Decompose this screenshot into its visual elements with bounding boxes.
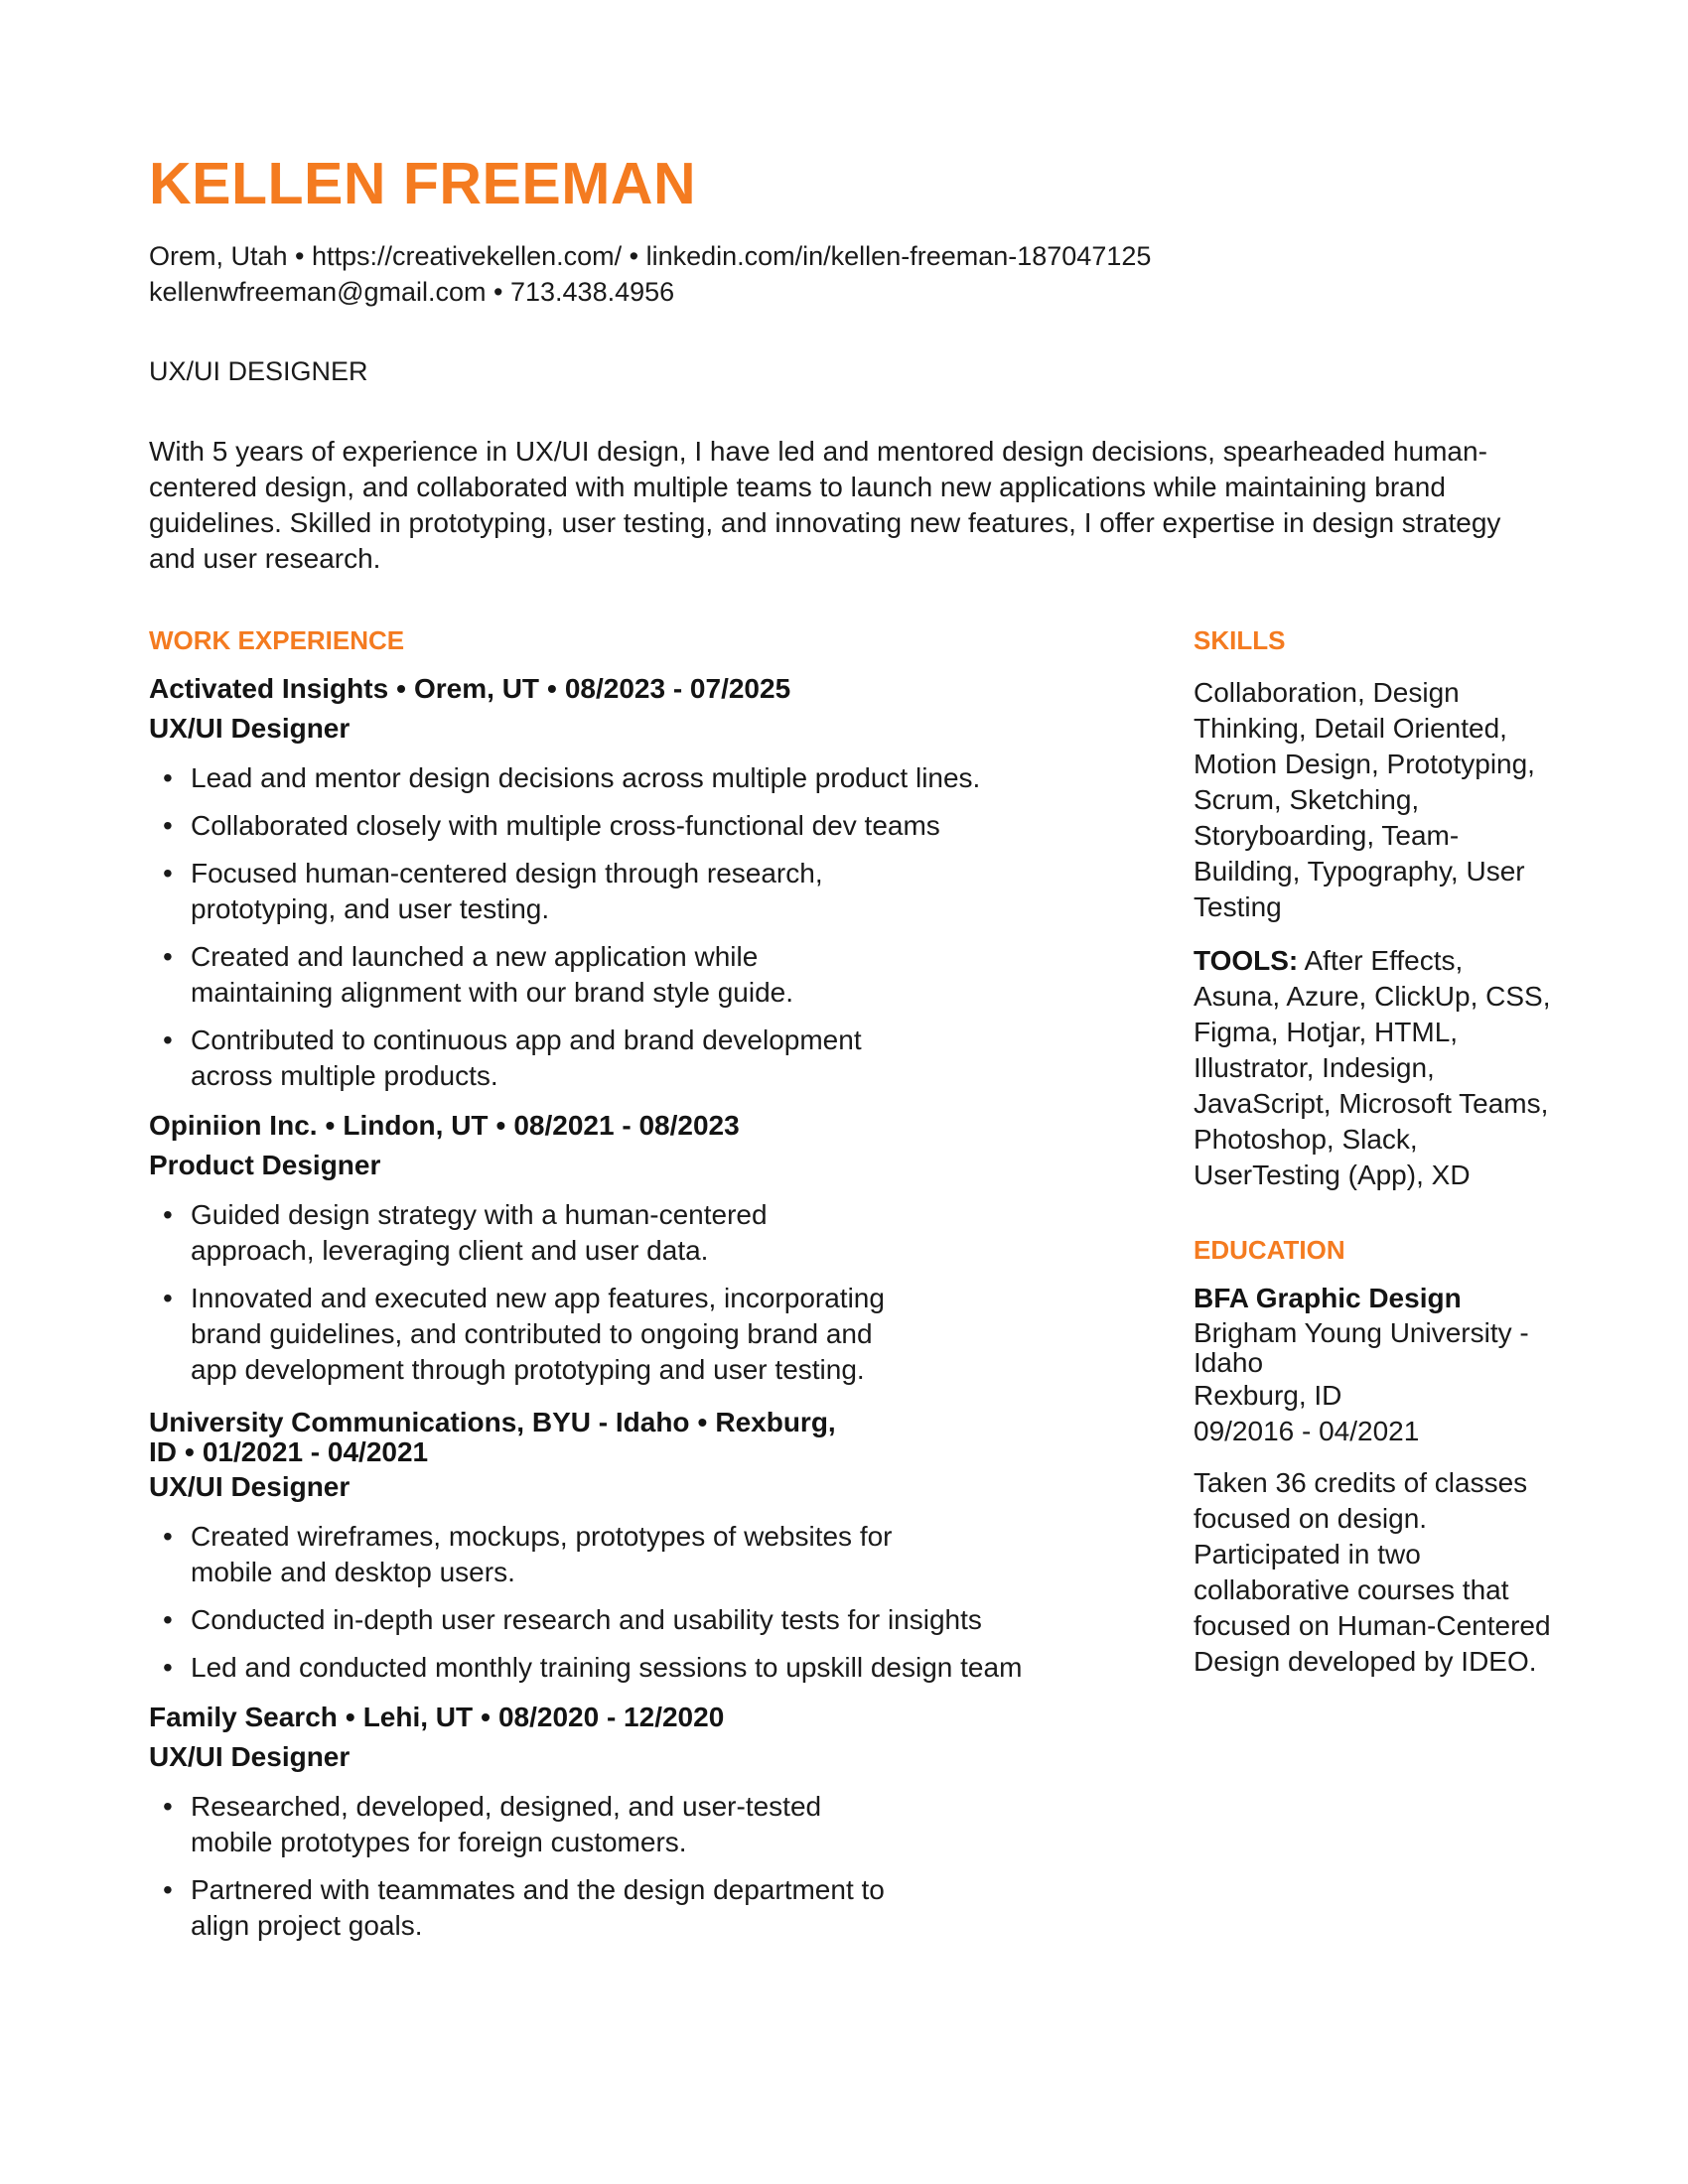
bullet-text: Led and conducted monthly training sessions to upskill design team	[191, 1652, 1023, 1683]
bullet-item	[149, 1872, 1142, 1944]
contact-line-2: kellenwfreeman@gmail.com • 713.438.4956	[149, 277, 675, 307]
bullet-text: Innovated and executed new app features, incorporating brand guidelines, and contributed to ongoing brand and app development through prototyping and user testing.	[191, 1283, 885, 1385]
skills-section	[1194, 623, 1551, 1193]
bullet-text: Conducted in-depth user research and usability tests for insights	[191, 1604, 982, 1635]
job-dates: 01/2021 - 04/2021	[202, 1436, 429, 1467]
separator: •	[697, 1407, 708, 1437]
job-company: Activated Insights	[149, 673, 389, 704]
separator: •	[185, 1436, 195, 1467]
bullet-dot: •	[163, 810, 173, 841]
bullet-text: Collaborated closely with multiple cross-functional dev teams	[191, 810, 940, 841]
bullet-text: Created wireframes, mockups, prototypes of websites for mobile and desktop users.	[191, 1521, 893, 1587]
bullet-text: Lead and mentor design decisions across multiple product lines.	[191, 762, 981, 793]
education-degree: BFA Graphic Design	[1194, 1283, 1462, 1313]
headline: UX/UI DESIGNER	[149, 356, 368, 386]
candidate-name: KELLEN FREEMAN	[149, 151, 697, 216]
education-location: Rexburg, ID	[1194, 1380, 1342, 1411]
bullet-item	[149, 1789, 1142, 1860]
bullet-dot: •	[163, 1652, 173, 1683]
bullet-item	[149, 1197, 1142, 1269]
job-dates: 08/2020 - 12/2020	[497, 1702, 725, 1732]
job-bullets	[149, 1519, 1142, 1686]
bullet-dot: •	[163, 1791, 173, 1822]
bullet-text: Focused human-centered design through research, prototyping, and user testing.	[191, 858, 823, 924]
bullet-item	[149, 939, 1142, 1011]
job-dates: 08/2023 - 07/2025	[564, 673, 791, 704]
job-bullets	[149, 1789, 1142, 1944]
job-entry	[149, 1400, 1142, 1686]
separator: •	[345, 1702, 355, 1732]
separator: •	[547, 673, 557, 704]
tools-text: After Effects, Asuna, Azure, ClickUp, CSS, Figma, Hotjar, HTML, Illustrator, Indesign, JavaScript, Microsoft Teams, Photoshop, Slack, UserTesting (App), XD	[1194, 945, 1551, 1190]
bullet-item	[149, 856, 1142, 927]
job-location: Lehi, UT	[362, 1702, 474, 1732]
separator: •	[495, 1110, 506, 1141]
job-bullets	[149, 1197, 1142, 1388]
contact-line-1: Orem, Utah • https://creativekellen.com/ • linkedin.com/in/kellen-freeman-187047125	[149, 241, 1152, 271]
work-experience-section	[149, 623, 1142, 1956]
bullet-item	[149, 1519, 1142, 1590]
job-role: UX/UI Designer	[149, 713, 351, 744]
bullet-text: Partnered with teammates and the design department to align project goals.	[191, 1874, 885, 1941]
education-title: EDUCATION	[1194, 1235, 1345, 1265]
job-location: Lindon, UT	[343, 1110, 489, 1141]
job-dates: 08/2021 - 08/2023	[513, 1110, 740, 1141]
bullet-item	[149, 808, 1142, 844]
bullet-dot: •	[163, 1874, 173, 1905]
job-role: UX/UI Designer	[149, 1471, 351, 1502]
job-bullets	[149, 760, 1142, 1094]
bullet-dot: •	[163, 1604, 173, 1635]
job-header	[149, 1698, 1142, 1737]
job-entry	[149, 1698, 1142, 1944]
bullet-dot: •	[163, 1024, 173, 1055]
bullet-dot: •	[163, 1521, 173, 1552]
bullet-dot: •	[163, 762, 173, 793]
tools-label: TOOLS:	[1194, 945, 1299, 976]
education-dates: 09/2016 - 04/2021	[1194, 1416, 1420, 1446]
bullet-item	[149, 1650, 1142, 1686]
bullet-dot: •	[163, 858, 173, 888]
education-section	[1194, 1233, 1551, 1680]
education-description: Taken 36 credits of classes focused on design. Participated in two collaborative courses that focused on Human-Centered Design developed by IDEO.	[1194, 1467, 1551, 1677]
tools-list	[1194, 943, 1551, 1193]
skills-title: SKILLS	[1194, 625, 1286, 655]
work-experience-title: WORK EXPERIENCE	[149, 625, 405, 655]
separator: •	[325, 1110, 336, 1141]
job-company: University Communications, BYU - Idaho	[149, 1407, 690, 1437]
bullet-text: Created and launched a new application while maintaining alignment with our brand style guide.	[191, 941, 794, 1008]
job-entry	[149, 669, 1142, 1094]
job-header	[149, 1106, 1142, 1146]
job-company: Family Search	[149, 1702, 338, 1732]
job-header	[149, 1400, 963, 1467]
sidebar-column	[1194, 623, 1551, 1680]
job-role: Product Designer	[149, 1150, 381, 1180]
skills-list: Collaboration, Design Thinking, Detail Oriented, Motion Design, Prototyping, Scrum, Sketching, Storyboarding, Team-Building, Typography, User Testing	[1194, 677, 1535, 922]
education-school: Brigham Young University - Idaho	[1194, 1317, 1529, 1378]
bullet-dot: •	[163, 1283, 173, 1313]
job-role: UX/UI Designer	[149, 1741, 351, 1772]
separator: •	[481, 1702, 491, 1732]
job-entry	[149, 1106, 1142, 1388]
separator: •	[396, 673, 406, 704]
bullet-item	[149, 1281, 1142, 1388]
bullet-item	[149, 760, 1142, 796]
job-company: Opiniion Inc.	[149, 1110, 318, 1141]
bullet-dot: •	[163, 1199, 173, 1230]
job-location: Orem, UT	[413, 673, 540, 704]
bullet-item	[149, 1023, 1142, 1094]
job-header	[149, 669, 1142, 709]
summary: With 5 years of experience in UX/UI design, I have led and mentored design decisions, spearheaded human-centered design, and collaborated with multiple teams to launch new applications while maintaining brand guidelines. Skilled in prototyping, user testing, and innovating new features, I offer expertise in design strategy and user research.	[149, 436, 1501, 574]
bullet-text: Researched, developed, designed, and user-tested mobile prototypes for foreign customers.	[191, 1791, 822, 1857]
bullet-text: Contributed to continuous app and brand development across multiple products.	[191, 1024, 862, 1091]
bullet-item	[149, 1602, 1142, 1638]
bullet-text: Guided design strategy with a human-centered approach, leveraging client and user data.	[191, 1199, 768, 1266]
bullet-dot: •	[163, 941, 173, 972]
contact-info	[149, 238, 1151, 310]
job-location: Rexburg, ID	[149, 1407, 836, 1467]
